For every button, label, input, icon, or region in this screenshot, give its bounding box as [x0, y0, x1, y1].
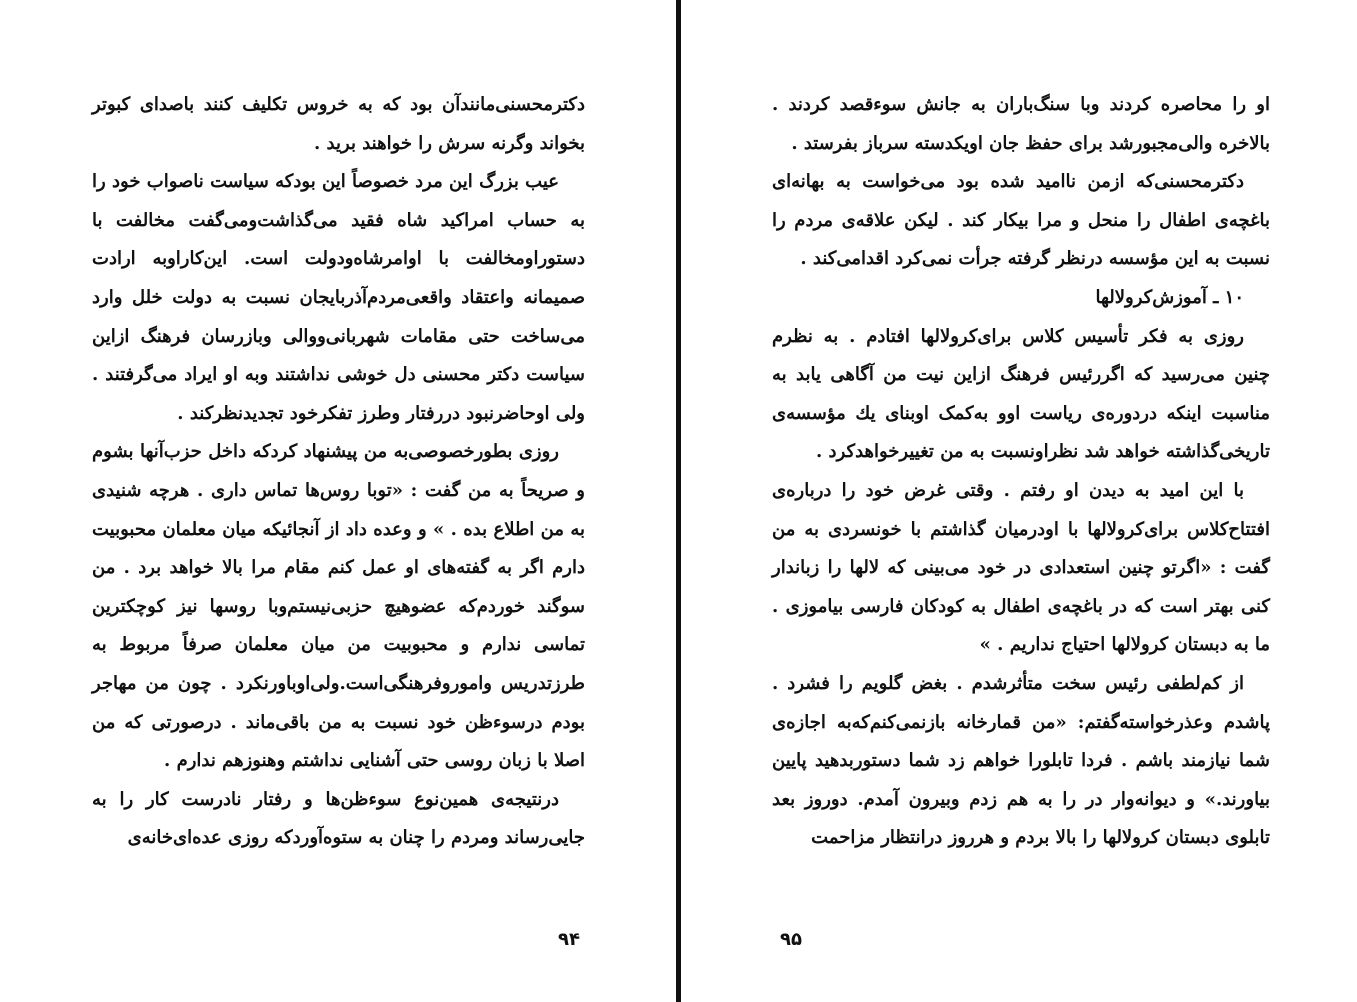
left-page	[0, 0, 676, 1002]
paragraph: درنتیجه‌ی همین‌نوع سوءظن‌ها و رفتار نادرست کار را به جایی‌رساند ومردم را چنان به ستوه‌آوردکه روزی عده‌ای‌خانه‌ی	[92, 788, 585, 849]
right-page-text	[772, 86, 1270, 858]
paragraph: روزی به فکر تأسیس کلاس برای‌کرولالها افتادم . به نظرم چنین می‌رسید که اگررئیس فرهنگ ازاین نیت من آگاهی یابد به مناسبت اینکه دردوره‌ی ریاست اوو به‌کمک اوبنای یك مؤسسه‌ی تاریخی‌گذاشته خواهد شد نظراونسبت به من تغییرخواهدکرد .	[772, 325, 1270, 463]
paragraph: دکترمحسنی‌مانندآن بود که به خروس تکلیف کنند باصدای کبوتر بخواند وگرنه سرش را خواهند برید .	[92, 94, 585, 154]
paragraph: روزی بطورخصوصی‌به من پیشنهاد کردکه داخل حزب‌آنها بشوم و صریحاً به من گفت : «توبا روس‌ها تماس داری . هرچه شنیدی به من اطلاع بده . » و وعده داد از آنجائیکه میان معلمان محبوبیت دارم اگر به گفته‌های او عمل کنم مقام مرا بالا خواهد برد . من سوگند خوردم‌که عضوهیچ حزبی‌نیستم‌وبا روسها نیز کوچکترین تماسی ندارم و محبوبیت من میان معلمان صرفاً مربوط به طرزتدریس واموروفرهنگی‌است.ولی‌اوباورنکرد . چون من مهاجر بودم درسوءظن خود نسبت به من باقی‌ماند . درصورتی که من اصلا با زبان روسی حتی آشنایی نداشتم وهنوزهم ندارم .	[92, 441, 585, 772]
right-page	[682, 0, 1357, 1002]
paragraph: با این امید به دیدن او رفتم . وقتی غرض خود را درباره‌ی افتتاح‌کلاس برای‌کرولالها با اودرمیان گذاشتم با خونسردی به من گفت : «اگرتو چنین استعدادی در خود می‌بینی که لالها را زباندار کنی بهتر است که در باغچه‌ی اطفال به کودکان فارسی بیاموزی . ما به دبستان کرولالها احتیاج نداریم . »	[772, 479, 1270, 656]
section-heading: ۱۰ ـ آموزش‌کرولالها	[1095, 286, 1244, 308]
paragraph: عیب بزرگ این مرد خصوصاً این بودکه سیاست ناصواب خود را به حساب امراکید شاه فقید می‌گذاشت‌ومی‌گفت مخالفت با دستوراومخالفت با اوامرشاه‌ودولت است. این‌کاراوبه ارادت صمیمانه واعتقاد واقعی‌مردم‌آذربایجان نسبت به دولت خلل وارد می‌ساخت حتی مقامات شهربانی‌ووالی وبازرسان فرهنگ ازاین سیاست دکتر محسنی دل خوشی نداشتند وبه او ایراد می‌گرفتند . ولی اوحاضرنبود دررفتار وطرز تفکرخود تجدیدنظرکند .	[92, 171, 585, 424]
center-fold	[676, 0, 681, 1002]
left-page-text	[92, 86, 585, 858]
page-number: ۹۵	[780, 929, 802, 950]
page-number: ۹۴	[558, 929, 580, 950]
paragraph: او را محاصره کردند وبا سنگ‌باران به جانش سوءقصد کردند . بالاخره والی‌مجبورشد برای حفظ جان اویکدسته سرباز بفرستد .	[772, 94, 1270, 154]
paragraph: از کم‌لطفی رئیس سخت متأثرشدم . بغض گلویم را فشرد . پاشدم وعذرخواسته‌گفتم: «من قمارخانه بازنمی‌کنم‌که‌به اجازه‌ی شما نیازمند باشم . فردا تابلورا خواهم زد شما دستوربدهید پایین بیاورند.» و دیوانه‌وار در را به هم زدم وبیرون آمدم. دوروز بعد تابلوی دبستان کرولالها را بالا بردم و هرروز درانتظار مزاحمت	[772, 672, 1270, 849]
paragraph: دکترمحسنی‌که ازمن ناامید شده بود می‌خواست به بهانه‌ای باغچه‌ی اطفال را منحل و مرا بیکار کند . لیکن علاقه‌ی مردم را نسبت به این مؤسسه درنظر گرفته جرأت نمی‌کرد اقدامی‌کند .	[772, 171, 1270, 270]
